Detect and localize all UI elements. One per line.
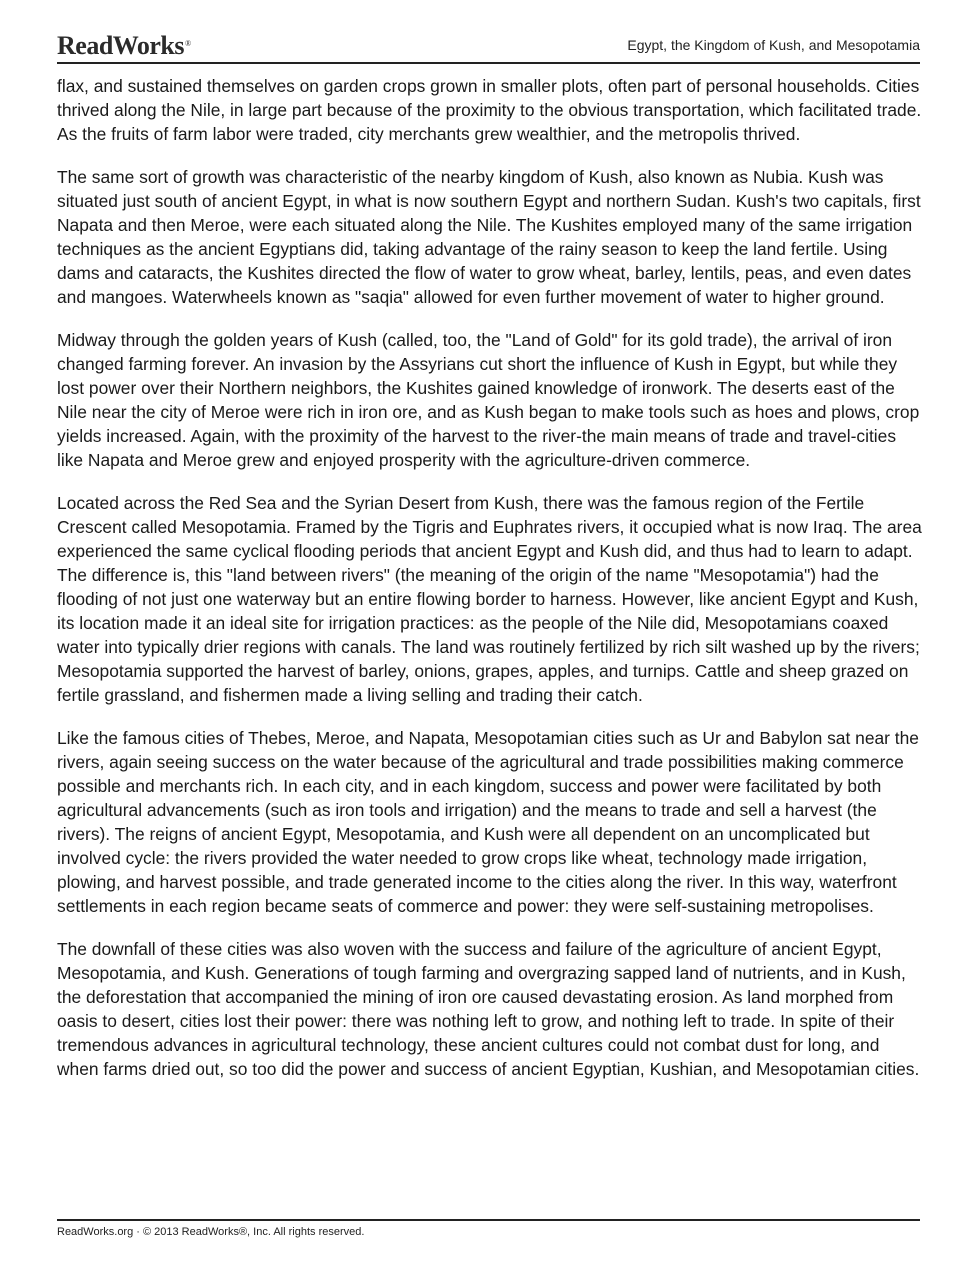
page-header bbox=[57, 28, 920, 64]
paragraph-2: The same sort of growth was characteristic of the nearby kingdom of Kush, also known as Nubia. Kush was situated just south of ancient Egypt, in what is now southern Egypt and northern Sudan. Kush's two capitals, first Napata and then Meroe, were each situated along the Nile. The Kushites employed many of the same irrigation techniques as the ancient Egyptians did, taking advantage of the rainy season to keep the land fertile. Using dams and cataracts, the Kushites directed the flow of water to grow wheat, barley, lentils, peas, and even dates and mangoes. Waterwheels known as "saqia" allowed for even further movement of water to higher ground. bbox=[57, 167, 921, 307]
paragraph-5: Like the famous cities of Thebes, Meroe, and Napata, Mesopotamian cities such as Ur and Babylon sat near the rivers, again seeing success on the water because of the agricultural and trade possibilities making commerce possible and merchants rich. In each city, and in each kingdom, success and power were facilitated by both agricultural advancements (such as iron tools and irrigation) and the means to trade and sell a harvest (the rivers). The reigns of ancient Egypt, Mesopotamia, and Kush were all dependent on an uncomplicated but involved cycle: the rivers provided the water needed to grow crops like wheat, technology made irrigation, plowing, and harvest possible, and trade generated income to the cities along the river. In this way, waterfront settlements in each region became seats of commerce and power: they were self-sustaining metropolises. bbox=[57, 728, 919, 916]
document-title: Egypt, the Kingdom of Kush, and Mesopotamia bbox=[627, 37, 920, 53]
paragraph-3: Midway through the golden years of Kush (called, too, the "Land of Gold" for its gold trade), the arrival of iron changed farming forever. An invasion by the Assyrians cut short the influence of Kush in Egypt, but while they lost power over their Northern neighbors, the Kushites gained knowledge of ironwork. The deserts east of the Nile near the city of Meroe were rich in iron ore, and as Kush began to make tools such as hoes and plows, crop yields increased. Again, with the proximity of the harvest to the river-the main means of trade and travel-cities like Napata and Meroe grew and enjoyed prosperity with the agriculture-driven commerce. bbox=[57, 330, 920, 470]
paragraph-1: flax, and sustained themselves on garden crops grown in smaller plots, often part of personal households. Cities thrived along the Nile, in large part because of the proximity to the obvious transportation, which facilitated trade. As the fruits of farm labor were traded, city merchants grew wealthier, and the metropolis thrived. bbox=[57, 76, 922, 144]
paragraph-6: The downfall of these cities was also woven with the success and failure of the agriculture of ancient Egypt, Mesopotamia, and Kush. Generations of tough farming and overgrazing sapped land of nutrients, and in Kush, the deforestation that accompanied the mining of iron ore caused devastating erosion. As land morphed from oasis to desert, cities lost their power: there was nothing left to grow, and nothing left to trade. In spite of their tremendous advances in agricultural technology, these ancient cultures could not combat dust for long, and when farms dried out, so too did the power and success of ancient Egyptian, Kushian, and Mesopotamian cities. bbox=[57, 939, 920, 1079]
logo-text: ReadWorks bbox=[57, 31, 184, 60]
registered-mark: ® bbox=[184, 39, 191, 48]
paragraph-4: Located across the Red Sea and the Syrian Desert from Kush, there was the famous region of the Fertile Crescent called Mesopotamia. Framed by the Tigris and Euphrates rivers, it occupied what is now Iraq. The area experienced the same cyclical flooding periods that ancient Egypt and Kush did, and thus had to learn to adapt. The difference is, this "land between rivers" (the meaning of the origin of the name "Mesopotamia") had the flooding of not just one waterway but an entire flowing border to harness. However, like ancient Egypt and Kush, its location made it an ideal site for irrigation practices: as the people of the Nile did, Mesopotamians coaxed water into typically drier regions with canals. The land was routinely fertilized by rich silt washed up by the rivers; Mesopotamia supported the harvest of barley, onions, grapes, apples, and turnips. Cattle and sheep grazed on fertile grassland, and fishermen made a living selling and trading their catch. bbox=[57, 493, 922, 705]
footer-divider bbox=[57, 1219, 920, 1221]
article-body bbox=[57, 74, 925, 1081]
footer-copyright: ReadWorks.org · © 2013 ReadWorks®, Inc. All rights reserved. bbox=[57, 1226, 365, 1238]
readworks-logo bbox=[57, 32, 191, 60]
